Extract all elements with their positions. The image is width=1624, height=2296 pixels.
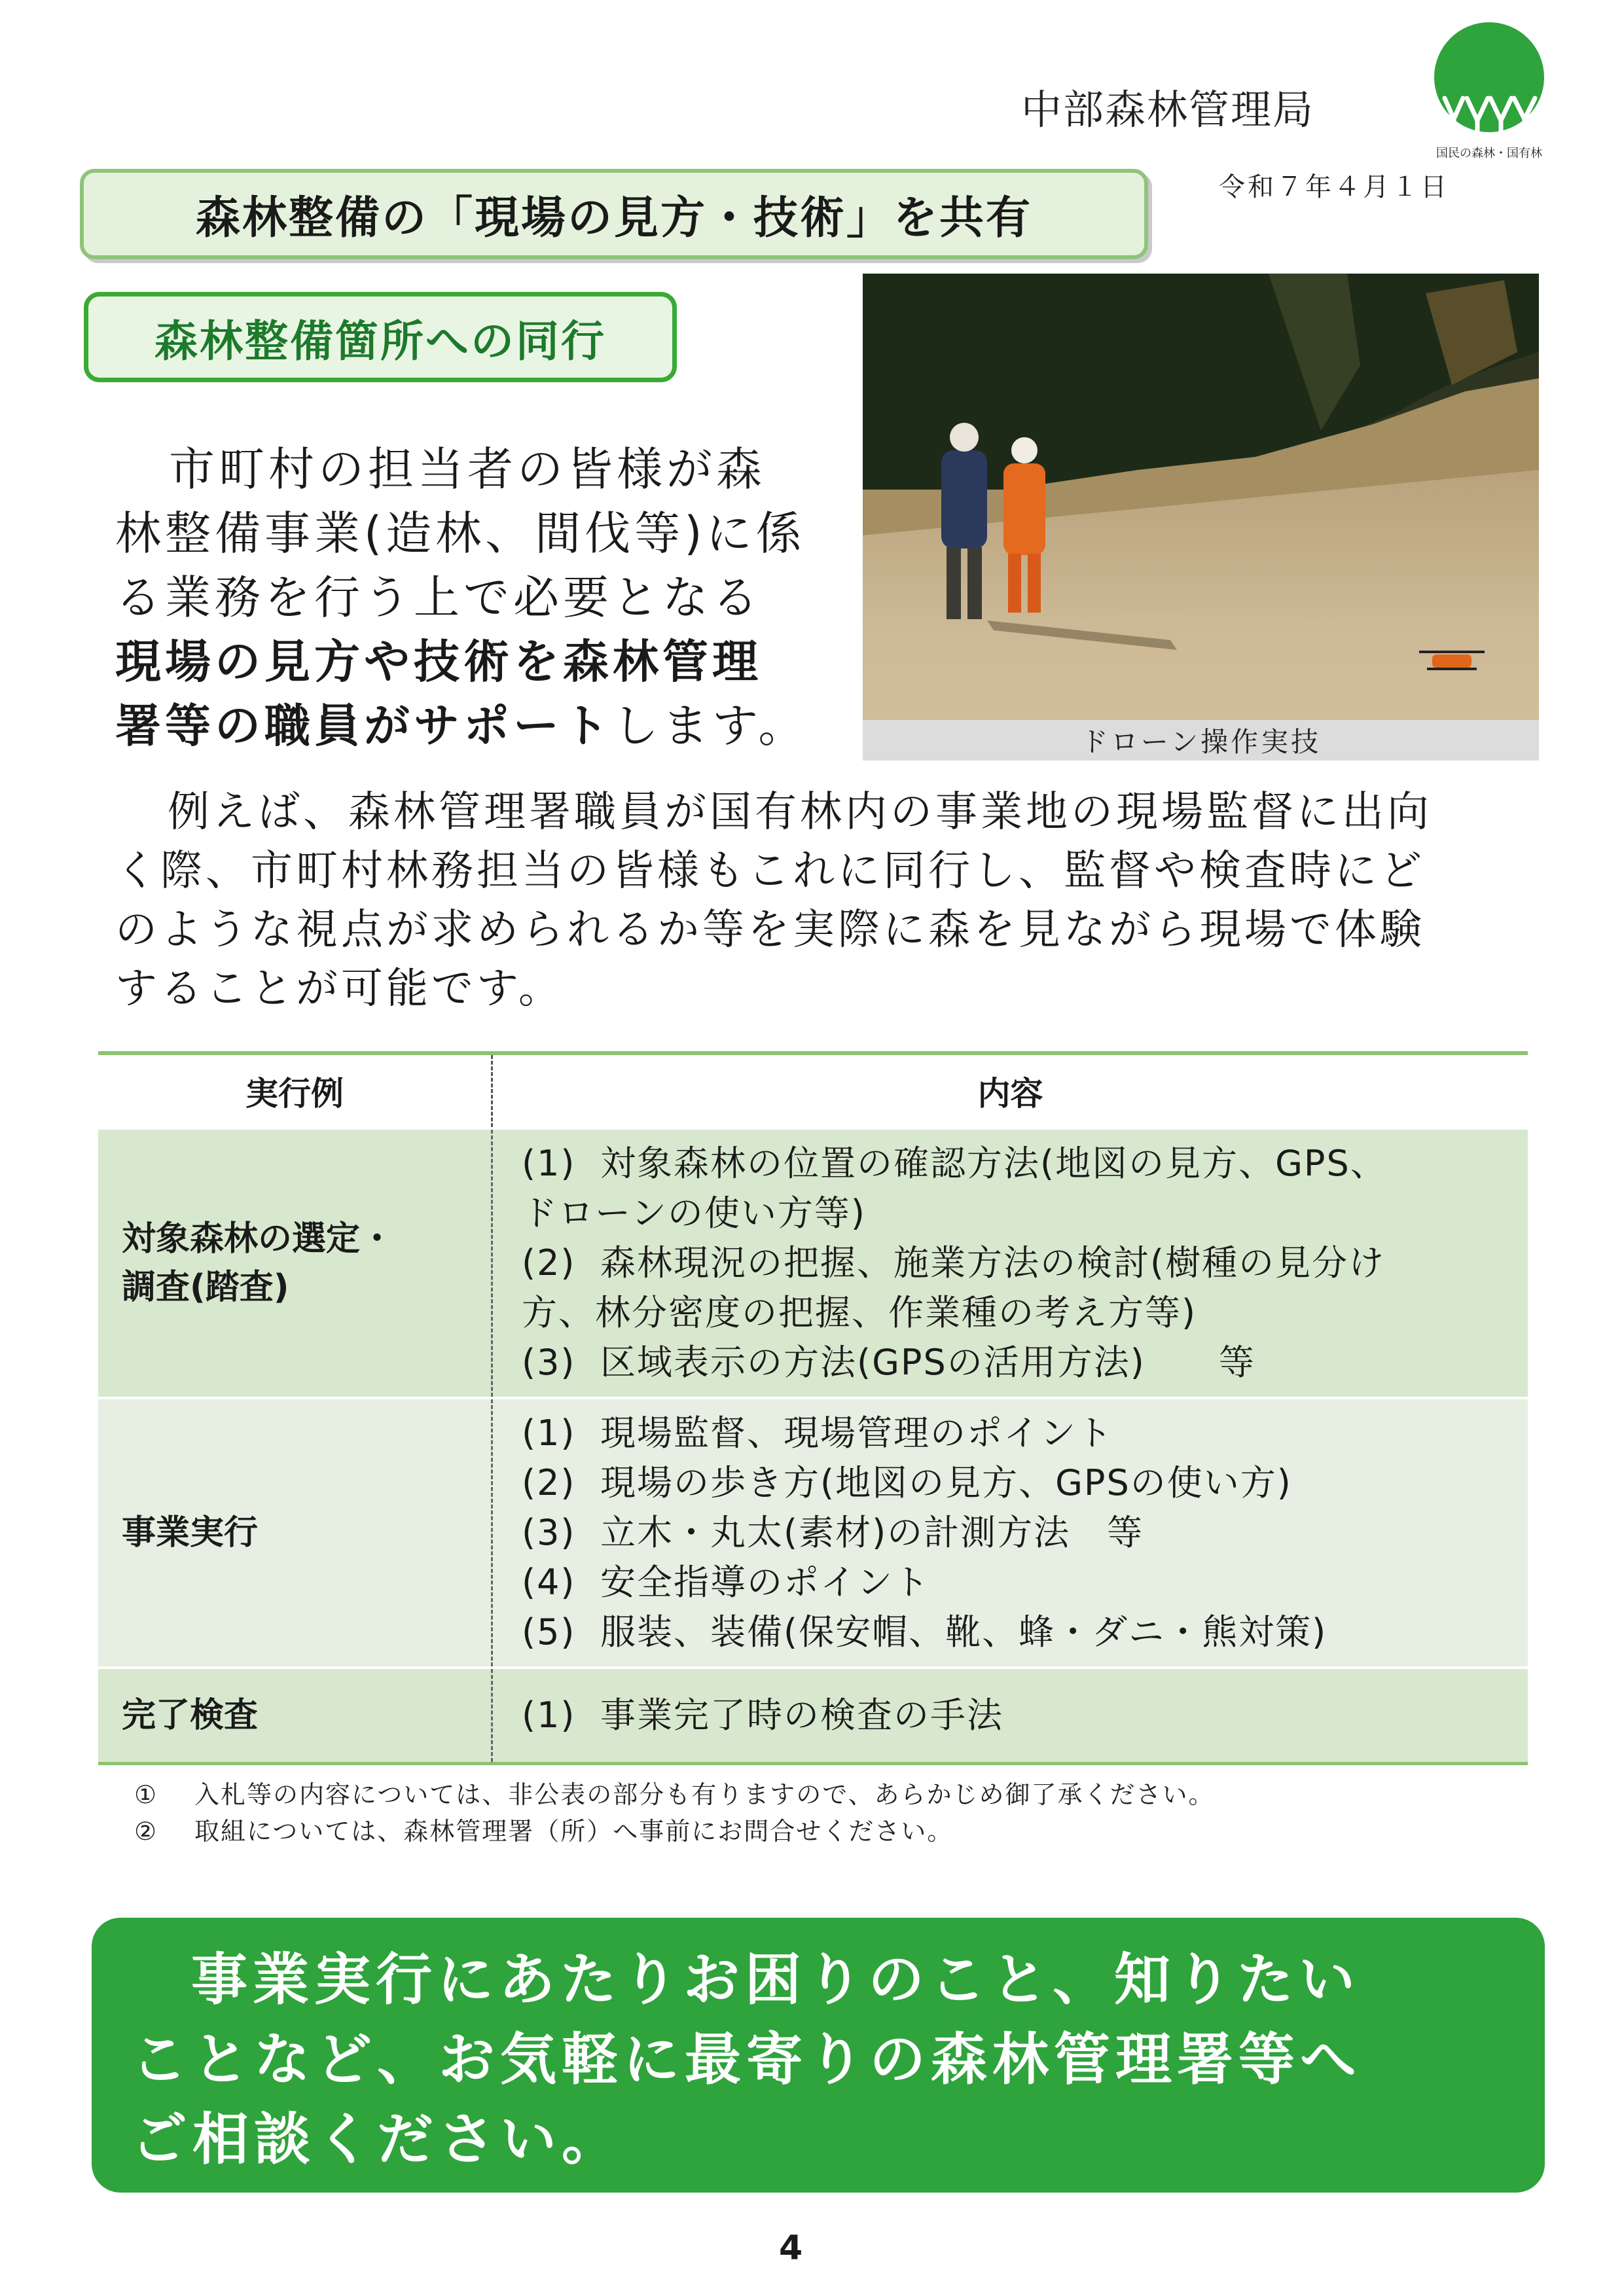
page-title: 森林整備の「現場の見方・技術」を共有 <box>195 192 1032 244</box>
para-line: 例えば、森林管理署職員が国有林内の事業地の現場監督に出向 <box>168 788 1432 836</box>
para-line: のような視点が求められるか等を実際に森を見ながら現場で体験 <box>115 906 1425 954</box>
callout-line: 事業実行にあたりお困りのこと、知りたい <box>191 1947 1360 2013</box>
table-header <box>98 1055 1528 1127</box>
intro-bold: 現場の見方や技術を森林管理 <box>115 635 762 689</box>
row-content <box>493 1130 1528 1397</box>
list-item: (5) 服装、装備(保安帽、靴、蜂・ダニ・熊対策) <box>522 1611 1327 1653</box>
row-content <box>493 1399 1528 1666</box>
forest-logo <box>1430 21 1548 165</box>
office-name: 中部森林管理局 <box>1021 86 1315 134</box>
list-item: (2) 森林現況の把握、施業方法の検討(樹種の見分け <box>522 1242 1386 1283</box>
intro-bold: 署等の職員がサポート <box>115 699 613 753</box>
list-item: (4) 安全指導のポイント <box>522 1562 930 1603</box>
list-item-continued: ドローンの使い方等) <box>522 1193 866 1234</box>
list-item: (1) 対象森林の位置の確認方法(地図の見方、GPS、 <box>522 1143 1387 1184</box>
list-item: (3) 区域表示の方法(GPSの活用方法) 等 <box>522 1342 1255 1383</box>
para-line: く際、市町村林務担当の皆様もこれに同行し、監督や検査時にど <box>115 847 1425 895</box>
drone-practice-photo <box>863 274 1539 725</box>
footnotes <box>134 1776 1214 1850</box>
section-label <box>84 292 677 382</box>
page-number: 4 <box>779 2229 803 2268</box>
list-item: (1) 現場監督、現場管理のポイント <box>522 1412 1113 1454</box>
intro-paragraph <box>115 437 868 758</box>
row-label: 事業実行 <box>98 1399 493 1666</box>
table-row <box>98 1397 1528 1666</box>
table-header-cell: 実行例 <box>98 1055 493 1127</box>
description-paragraph <box>115 783 1536 1018</box>
intro-line: 市町村の担当者の皆様が森 <box>169 442 766 496</box>
row-label: 対象森林の選定・ 調査(踏査) <box>98 1130 493 1397</box>
intro-line: 林整備事業(造林、間伐等)に係 <box>115 507 806 560</box>
contact-callout <box>92 1918 1545 2193</box>
table-header-cell: 内容 <box>977 1075 1043 1113</box>
list-item: (3) 立木・丸太(素材)の計測方法 等 <box>522 1512 1144 1553</box>
para-line: することが可能です。 <box>115 965 564 1013</box>
photo-caption: ドローン操作実技 <box>863 720 1539 761</box>
list-item: (2) 現場の歩き方(地図の見方、GPSの使い方) <box>522 1462 1292 1503</box>
list-item: (1) 事業完了時の検査の手法 <box>522 1695 1003 1736</box>
footnote: ② 取組については、森林管理署（所）へ事前にお問合せください。 <box>134 1817 954 1846</box>
list-item-continued: 方、林分密度の把握、作業種の考え方等) <box>522 1292 1197 1333</box>
table-row <box>98 1666 1528 1762</box>
examples-table <box>98 1051 1528 1765</box>
logo-caption: 国民の森林・国有林 <box>1436 147 1542 160</box>
title-banner <box>80 169 1148 259</box>
footnote: ① 入札等の内容については、非公表の部分も有りますので、あらかじめ御了承ください。 <box>134 1780 1215 1809</box>
row-label: 完了検査 <box>98 1669 493 1762</box>
callout-line: ご相談ください。 <box>131 2107 623 2172</box>
callout-line: ことなど、お気軽に最寄りの森林管理署等へ <box>131 2027 1362 2092</box>
issue-date: 令和７年４月１日 <box>1219 172 1449 202</box>
intro-end: します。 <box>613 699 808 753</box>
table-row <box>98 1127 1528 1397</box>
intro-line: る業務を行う上で必要となる <box>115 571 762 624</box>
row-content <box>493 1669 1528 1762</box>
section-label-text: 森林整備箇所への同行 <box>154 315 606 367</box>
